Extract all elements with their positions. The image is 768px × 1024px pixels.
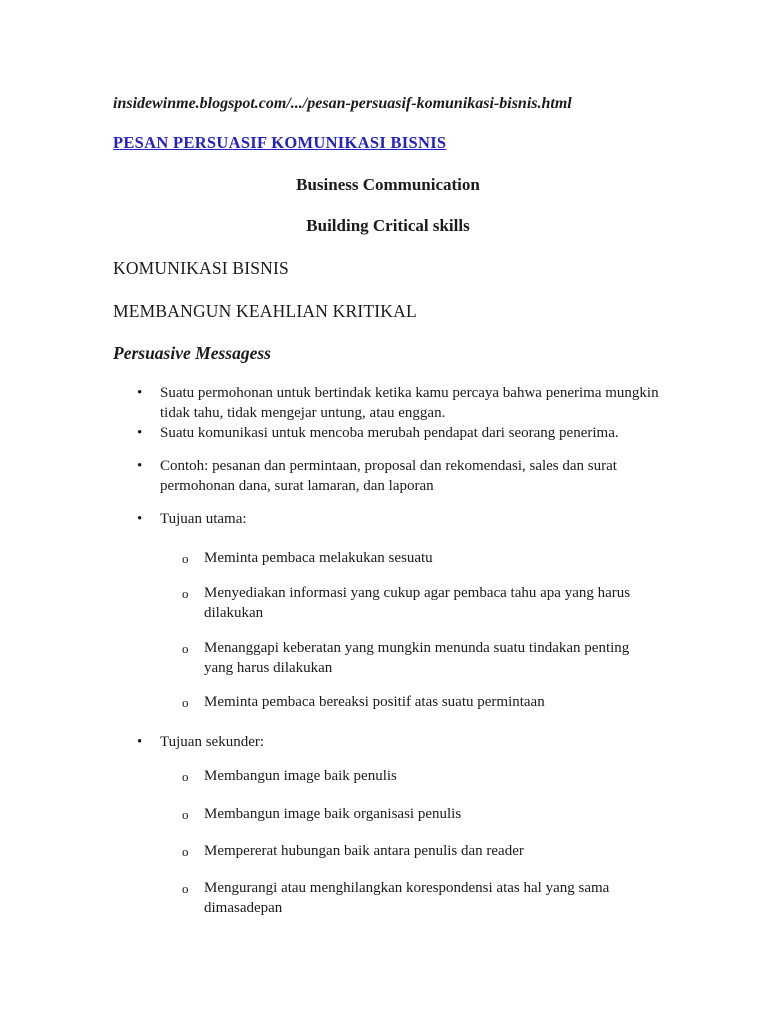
heading-komunikasi-bisnis: KOMUNIKASI BISNIS (113, 258, 289, 278)
list-item (137, 509, 663, 529)
list-item-text: Mengurangi atau menghilangkan korespondensi atas hal yang sama dimasadepan (204, 880, 610, 916)
list-item (182, 548, 663, 569)
list-item (182, 841, 663, 862)
list-item (182, 878, 663, 918)
bullet-list (113, 383, 663, 918)
bullet-icon: • (137, 425, 143, 441)
article-title-link[interactable]: PESAN PERSUASIF KOMUNIKASI BISNIS (113, 133, 447, 152)
list-item-text: Menanggapi keberatan yang mungkin menunda suatu tindakan penting yang harus dilakukan (204, 640, 630, 676)
list-item-text: Meminta pembaca melakukan sesuatu (204, 550, 433, 566)
list-item (182, 638, 663, 678)
list-item-text: Tujuan utama: (160, 511, 247, 527)
list-item-text: Menyediakan informasi yang cukup agar pembaca tahu apa yang harus dilakukan (204, 585, 631, 621)
list-item (137, 732, 663, 752)
list-item-text: Membangun image baik organisasi penulis (204, 806, 462, 822)
circle-bullet-icon: o (182, 844, 189, 859)
list-item-text: Suatu permohonan untuk bertindak ketika kamu percaya bahwa penerima mungkin tidak tahu, tidak mengejar untung, atau enggan. (160, 385, 659, 421)
circle-bullet-icon: o (182, 586, 189, 601)
circle-bullet-icon: o (182, 695, 189, 710)
circle-bullet-icon: o (182, 551, 189, 566)
bullet-icon: • (137, 734, 143, 750)
heading-membangun-keahlian-kritikal: MEMBANGUN KEAHLIAN KRITIKAL (113, 301, 417, 321)
list-item-text: Suatu komunikasi untuk mencoba merubah pendapat dari seorang penerima. (160, 425, 619, 441)
list-item (182, 692, 663, 713)
list-item-text: Mempererat hubungan baik antara penulis dan reader (204, 843, 524, 859)
list-item (182, 766, 663, 787)
list-item (137, 383, 663, 423)
list-item (182, 804, 663, 825)
bullet-icon: • (137, 511, 143, 527)
list-item-text: Membangun image baik penulis (204, 768, 397, 784)
heading-persuasive-messages: Persuasive Messagess (113, 343, 271, 363)
circle-bullet-icon: o (182, 881, 189, 896)
list-item-text: Contoh: pesanan dan permintaan, proposal dan rekomendasi, sales dan surat permohonan dana, surat lamaran, dan laporan (160, 458, 617, 494)
list-item-text: Meminta pembaca bereaksi positif atas suatu permintaan (204, 694, 545, 710)
source-url: insidewinme.blogspot.com/.../pesan-persuasif-komunikasi-bisnis.html (113, 95, 572, 112)
list-item (182, 583, 663, 623)
bullet-icon: • (137, 458, 143, 474)
circle-bullet-icon: o (182, 769, 189, 784)
circle-bullet-icon: o (182, 641, 189, 656)
list-item (137, 423, 663, 443)
heading-business-communication: Business Communication (296, 175, 480, 194)
circle-bullet-icon: o (182, 807, 189, 822)
list-item (137, 456, 663, 496)
heading-building-critical-skills: Building Critical skills (306, 216, 470, 235)
list-item-text: Tujuan sekunder: (160, 734, 265, 750)
bullet-icon: • (137, 385, 143, 401)
